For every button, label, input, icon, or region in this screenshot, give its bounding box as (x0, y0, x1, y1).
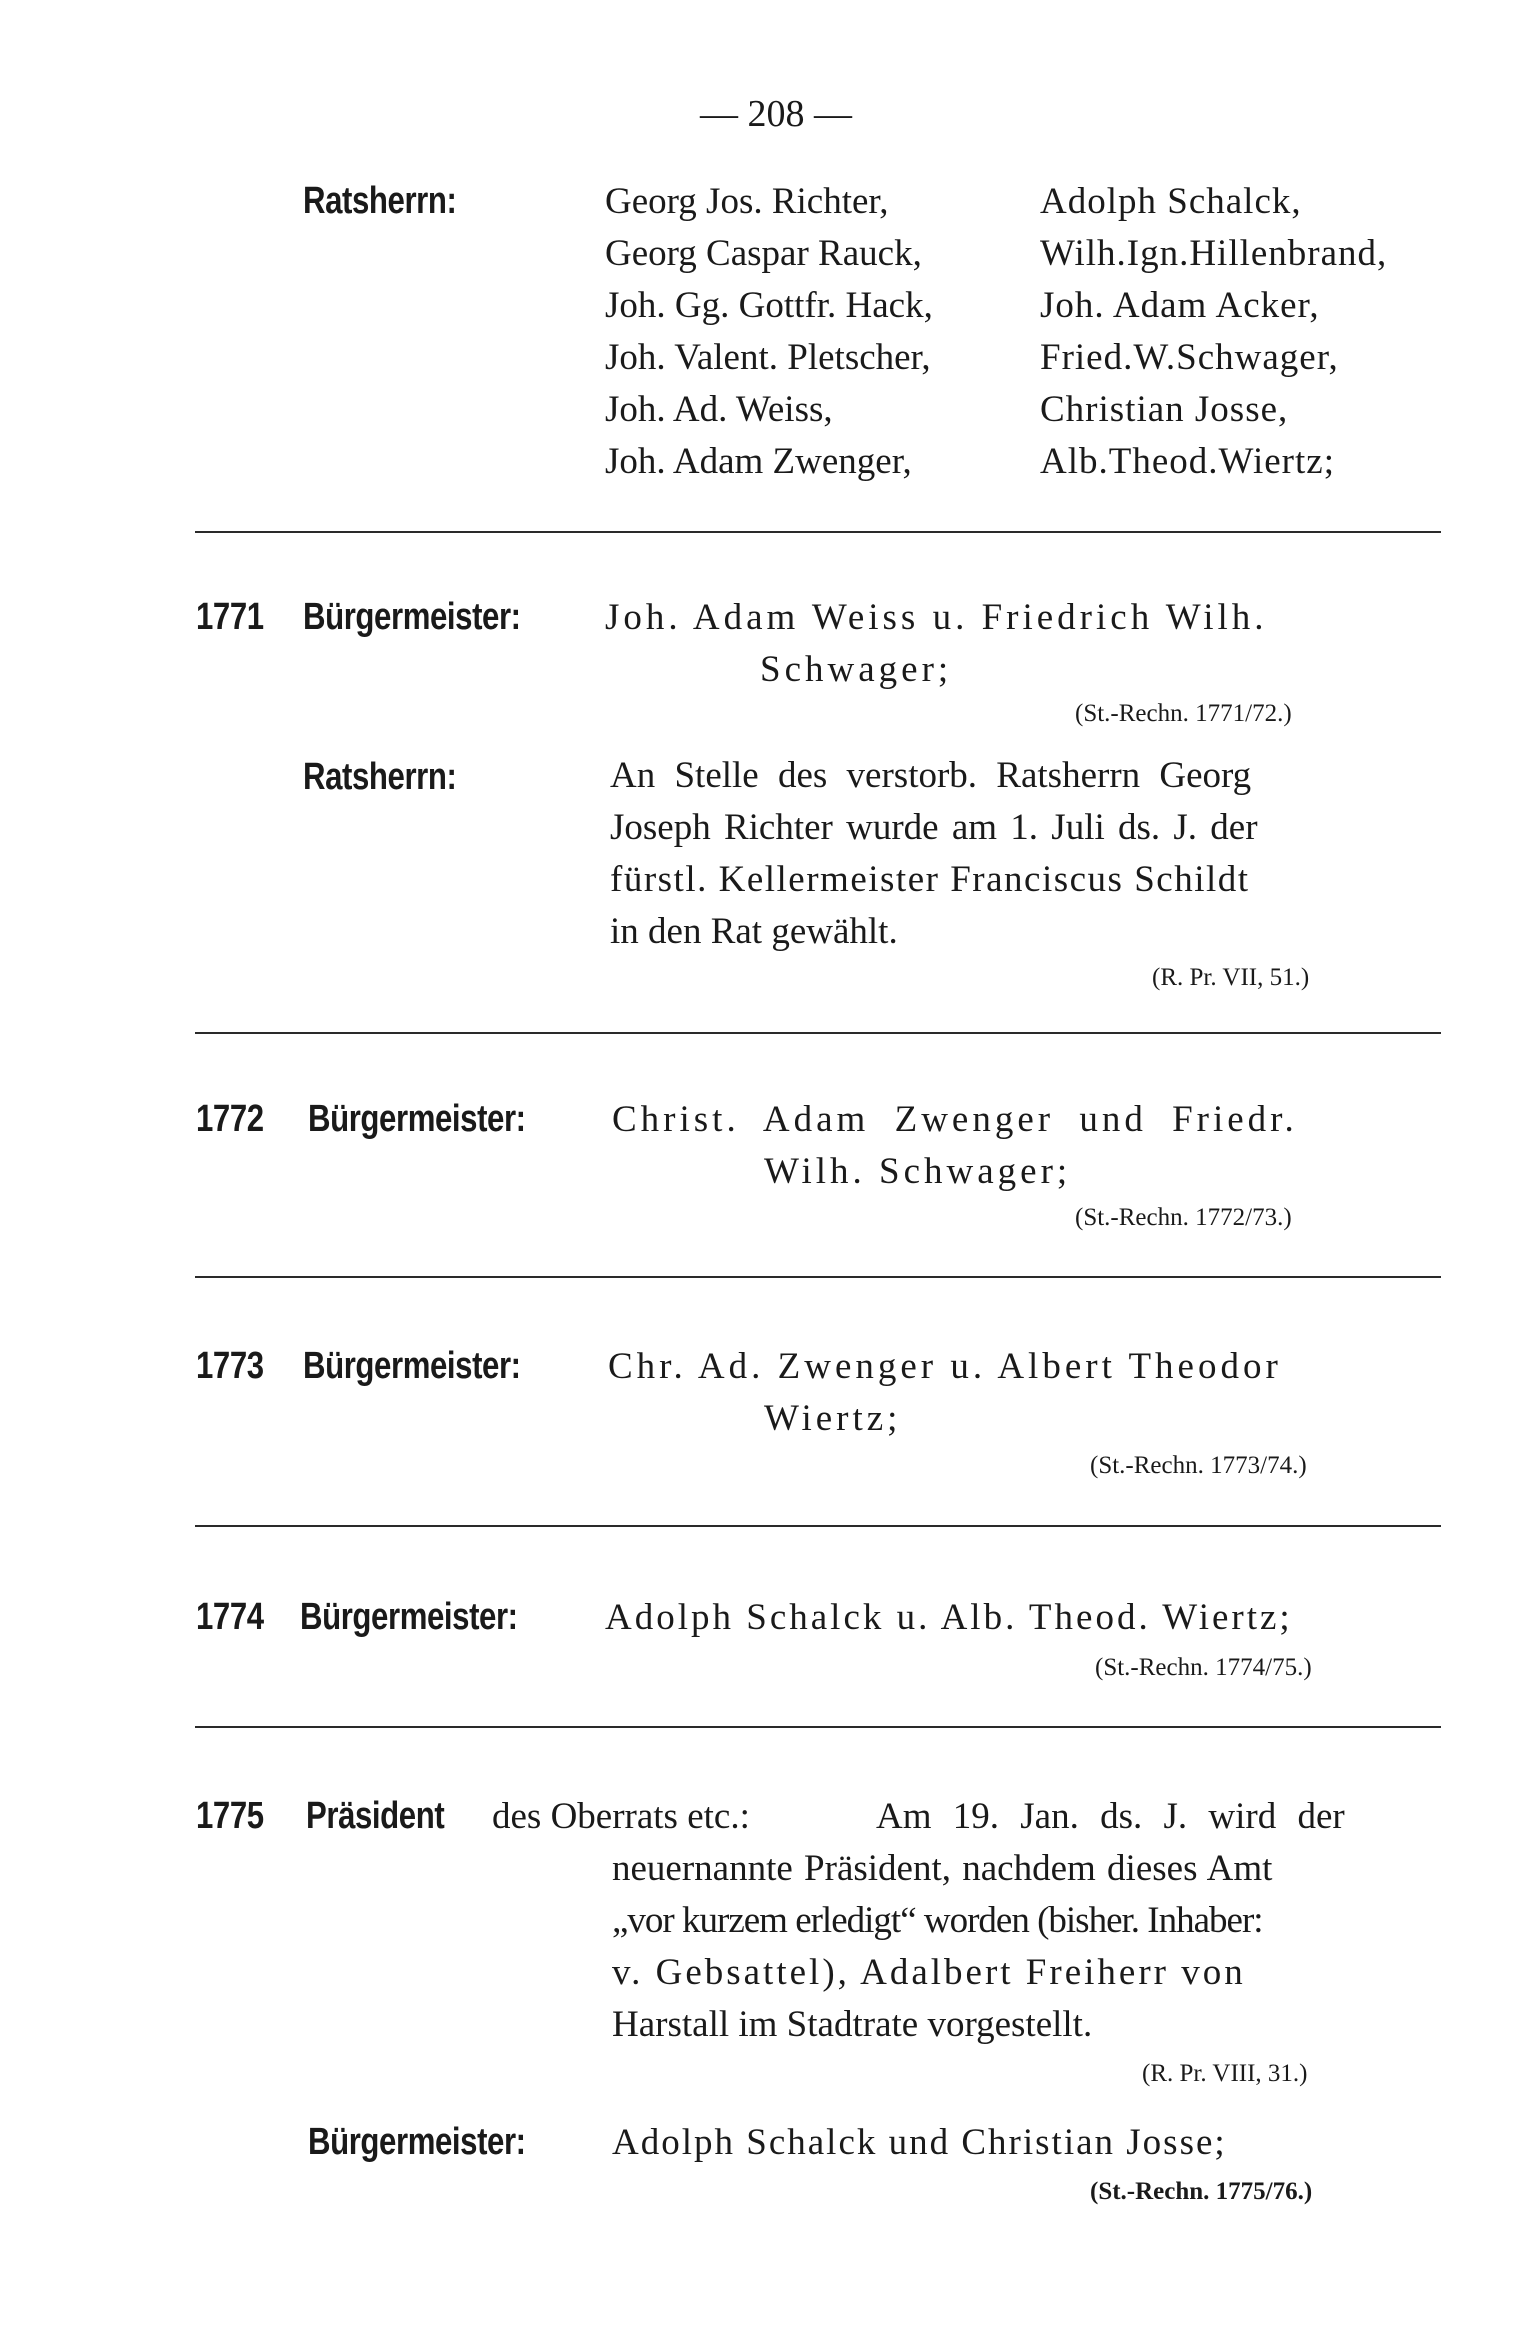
divider (195, 1032, 1441, 1034)
president-text-line: neuernannte Präsident, nachdem dieses Amt (612, 1848, 1273, 1889)
council-member: Wilh.Ign.Hillenbrand, (1040, 233, 1388, 274)
divider (195, 531, 1441, 533)
mayor-names: Adolph Schalck u. Alb. Theod. Wiertz; (605, 1597, 1293, 1638)
mayor-label: Bürgermeister: (303, 596, 521, 638)
council-note-line: Joseph Richter wurde am 1. Juli ds. J. der (610, 807, 1258, 848)
mayor-names-cont: Wiertz; (764, 1398, 902, 1439)
council-member: Joh. Adam Acker, (1040, 285, 1320, 326)
divider (195, 1726, 1441, 1728)
council-member: Georg Caspar Rauck, (605, 233, 922, 274)
council-member: Adolph Schalck, (1040, 181, 1302, 222)
council-label: Ratsherrn: (303, 180, 457, 222)
council-note-line: fürstl. Kellermeister Franciscus Schildt (610, 859, 1250, 900)
year-label: 1775 (196, 1795, 264, 1837)
mayor-names: Joh. Adam Weiss u. Friedrich Wilh. (605, 597, 1268, 638)
council-note-line: An Stelle des verstorb. Ratsherrn Georg (610, 755, 1252, 796)
council-member: Georg Jos. Richter, (605, 181, 889, 222)
source-reference: (St.-Rechn. 1771/72.) (1075, 700, 1292, 727)
source-reference: (St.-Rechn. 1772/73.) (1075, 1204, 1292, 1231)
council-member: Fried.W.Schwager, (1040, 337, 1339, 378)
year-label: 1774 (196, 1596, 264, 1638)
council-list-col2 (1040, 176, 1387, 488)
mayor-names-cont: Wilh. Schwager; (764, 1151, 1072, 1192)
president-text: Am 19. Jan. ds. J. wird der (876, 1796, 1345, 1837)
council-member: Joh. Adam Zwenger, (605, 441, 912, 482)
year-label: 1772 (196, 1098, 264, 1140)
council-member: Joh. Gg. Gottfr. Hack, (605, 285, 933, 326)
council-label: Ratsherrn: (303, 756, 457, 798)
council-note (610, 750, 1258, 958)
mayor-names: Chr. Ad. Zwenger u. Albert Theodor (608, 1346, 1282, 1387)
source-reference: (St.-Rechn. 1775/76.) (1090, 2178, 1313, 2205)
year-label: 1771 (196, 596, 264, 638)
mayor-label: Bürgermeister: (308, 1098, 526, 1140)
page-number: — 208 — (700, 93, 852, 135)
divider (195, 1525, 1441, 1527)
council-note-line: in den Rat gewählt. (610, 911, 898, 952)
source-reference: (R. Pr. VII, 51.) (1152, 964, 1310, 991)
divider (195, 1276, 1441, 1278)
source-reference: (R. Pr. VIII, 31.) (1142, 2060, 1308, 2087)
mayor-names: Christ. Adam Zwenger und Friedr. (612, 1099, 1298, 1140)
source-reference: (St.-Rechn. 1774/75.) (1095, 1654, 1312, 1681)
mayor-label: Bürgermeister: (308, 2121, 526, 2163)
president-text-line: v. Gebsattel), Adalbert Freiherr von (612, 1952, 1246, 1993)
president-text-line: Harstall im Stadtrate vorgestellt. (612, 2004, 1093, 2045)
council-member: Joh. Valent. Pletscher, (605, 337, 931, 378)
president-text (612, 1843, 1272, 2051)
source-reference: (St.-Rechn. 1773/74.) (1090, 1452, 1307, 1479)
president-label: Präsident (306, 1795, 445, 1837)
president-text-line: „vor kurzem erledigt“ worden (bisher. Inhaber: (612, 1900, 1263, 1941)
council-member: Christian Josse, (1040, 389, 1289, 430)
council-member: Joh. Ad. Weiss, (605, 389, 833, 430)
council-list-col1 (605, 176, 933, 488)
mayor-label: Bürgermeister: (303, 1345, 521, 1387)
year-label: 1773 (196, 1345, 264, 1387)
mayor-names: Adolph Schalck und Christian Josse; (612, 2122, 1227, 2163)
council-member: Alb.Theod.Wiertz; (1040, 441, 1335, 482)
mayor-label: Bürgermeister: (300, 1596, 518, 1638)
mayor-names-cont: Schwager; (760, 649, 953, 690)
president-label-suffix: des Oberrats etc.: (492, 1796, 750, 1837)
